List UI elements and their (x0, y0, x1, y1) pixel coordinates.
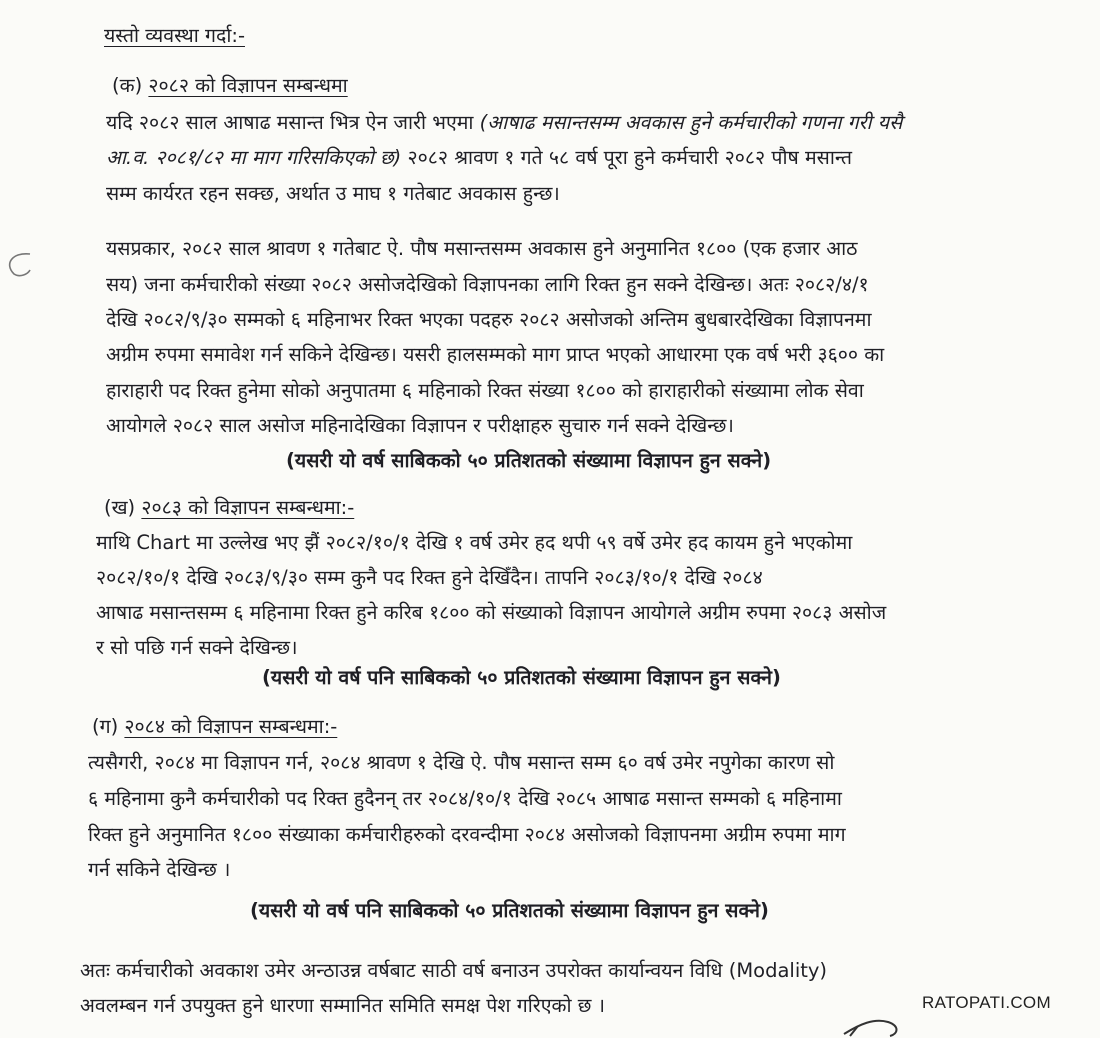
section-ka-p2-line: हाराहारी पद रिक्त हुनेमा सोको अनुपातमा ६ महिनाको रिक्त संख्या १८०० को हाराहारीको संख्यामा लोक सेवा (106, 379, 864, 402)
section-ka-note: (यसरी यो वर्ष साबिकको ५० प्रतिशतको संख्यामा विज्ञापन हुन सक्ने) (286, 449, 772, 472)
section-ga-line: ६ महिनामा कुनै कर्मचारीको पद रिक्त हुदैनन् तर २०८४/१०/१ देखि २०८५ आषाढ मसान्त सम्मको ६ महिनामा (88, 787, 842, 810)
section-ka-marker: (क) (112, 74, 143, 97)
section-ka-title: २०८२ को विज्ञापन सम्बन्धमा (148, 74, 348, 97)
section-ka-p2-line: आयोगले २०८२ साल असोज महिनादेखिका विज्ञापन र परीक्षाहरु सुचारु गर्न सक्ने देखिन्छ। (106, 414, 734, 437)
section-kha-marker: (ख) (104, 496, 136, 519)
section-ka-p1-line1 (106, 110, 902, 136)
section-kha-heading (104, 495, 354, 521)
section-ga-line: गर्न सकिने देखिन्छ । (88, 858, 231, 881)
section-ga-marker: (ग) (92, 715, 119, 738)
section-ga-heading (92, 714, 337, 740)
section-ga-line: त्यसैगरी, २०८४ मा विज्ञापन गर्न, २०८४ श्रावण १ देखि ऐ. पौष मसान्त सम्म ६० वर्ष उमेर नपुगेका कारण सो (88, 751, 835, 774)
section-ka-p1-line3: सम्म कार्यरत रहन सक्छ, अर्थात उ माघ १ गतेबाट अवकास हुन्छ। (106, 182, 560, 205)
p1-line2-text: २०८२ श्रावण १ गते ५८ वर्ष पूरा हुने कर्मचारी २०८२ पौष मसान्त (407, 146, 852, 169)
p1-line2-italic: आ.व. २०८१/८२ मा माग गरिसकिएको छ) (106, 146, 402, 169)
p1-line1-italic: (आषाढ मसान्तसम्म अवकास हुने कर्मचारीको गणना गरी यसै (479, 111, 903, 134)
section-ka-p2-line: देखि २०८२/९/३० सम्मको ६ महिनाभर रिक्त भएका पदहरु २०८२ असोजको अन्तिम बुधबारदेखिका विज्ञापनमा (106, 308, 872, 331)
section-ga-line: रिक्त हुने अनुमानित १८०० संख्याका कर्मचारीहरुको दरवन्दीमा २०८४ असोजको विज्ञापनमा अग्रीम रुपमा माग (88, 823, 846, 846)
section-ga-title: २०८४ को विज्ञापन सम्बन्धमा:- (124, 715, 338, 738)
conclusion-line: अवलम्बन गर्न उपयुक्त हुने धारणा सम्मानित समिति समक्ष पेश गरिएको छ । (80, 994, 606, 1017)
section-ka-p2-line: सय) जना कर्मचारीको संख्या २०८२ असोजदेखिको विज्ञापनका लागि रिक्त हुन सक्ने देखिन्छ। अतः २०८२/४/१ (106, 273, 869, 296)
section-ka-p1-line2 (106, 145, 852, 171)
section-ka-heading (112, 73, 348, 99)
section-kha-line: आषाढ मसान्तसम्म ६ महिनामा रिक्त हुने करिब १८०० को संख्याको विज्ञापन आयोगले अग्रीम रुपमा २०८३ असोज (96, 601, 887, 624)
section-kha-title: २०८३ को विज्ञापन सम्बन्धमा:- (141, 496, 355, 519)
section-ka-p2-line: यसप्रकार, २०८२ साल श्रावण १ गतेबाट ऐ. पौष मसान्तसम्म अवकास हुने अनुमानित १८०० (एक हजार आठ (106, 237, 858, 260)
section-kha-line: माथि Chart मा उल्लेख भए झैं २०८२/१०/१ देखि १ वर्ष उमेर हद थपी ५९ वर्षे उमेर हद कायम हुने भएकोमा (96, 531, 853, 554)
section-kha-line: २०८२/१०/१ देखि २०८३/९/३० सम्म कुनै पद रिक्त हुने देखिँदैन। तापनि २०८३/१०/१ देखि २०८४ (96, 566, 763, 589)
section-kha-note: (यसरी यो वर्ष पनि साबिकको ५० प्रतिशतको संख्यामा विज्ञापन हुन सक्ने) (262, 666, 781, 689)
ratopati-watermark: RATOPATI.COM (922, 993, 1051, 1012)
p1-line1-text: यदि २०८२ साल आषाढ मसान्त भित्र ऐन जारी भएमा (106, 111, 474, 134)
scan-mark (0, 244, 40, 284)
section-ka-p2-line: अग्रीम रुपमा समावेश गर्न सकिने देखिन्छ। यसरी हालसम्मको माग प्राप्त भएको आधारमा एक वर्ष भरी ३६०० का (106, 343, 885, 366)
doc-heading: यस्तो व्यवस्था गर्दा:- (104, 24, 245, 47)
conclusion-line: अतः कर्मचारीको अवकाश उमेर अन्ठाउन्न वर्षबाट साठी वर्ष बनाउन उपरोक्त कार्यान्वयन विधि (Modality) (80, 959, 828, 982)
section-kha-line: र सो पछि गर्न सक्ने देखिन्छ। (96, 636, 298, 659)
signature-stroke (840, 1012, 930, 1038)
section-ga-note: (यसरी यो वर्ष पनि साबिकको ५० प्रतिशतको संख्यामा विज्ञापन हुन सक्ने) (250, 899, 769, 922)
